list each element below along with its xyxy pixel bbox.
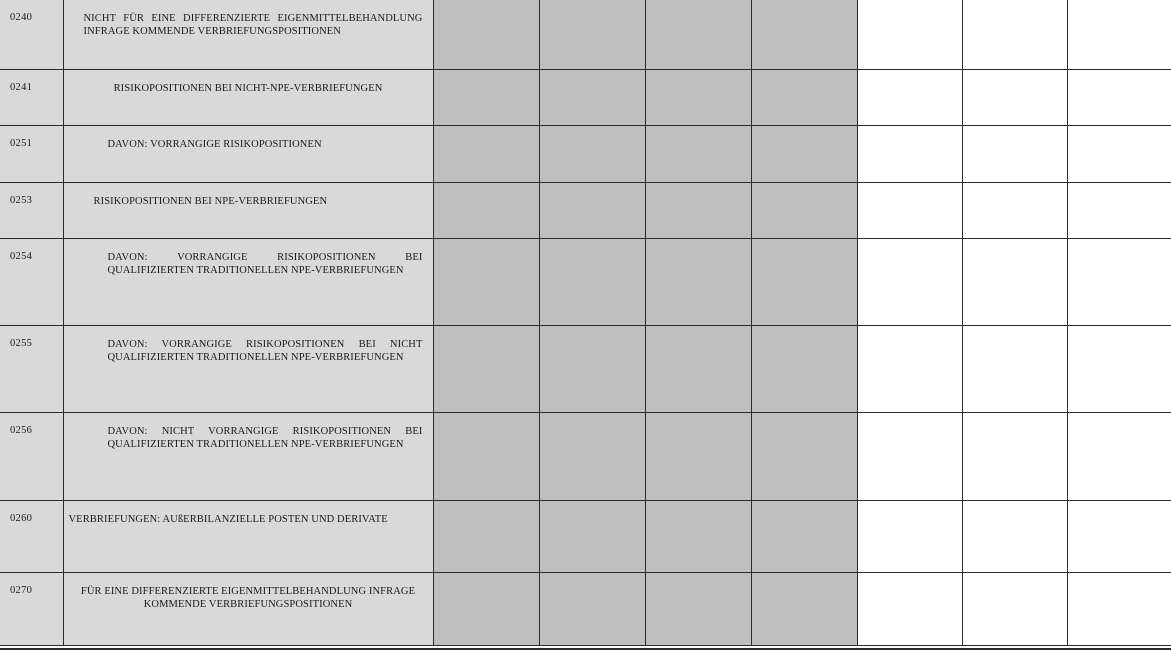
row-code: 0251 [0,125,63,182]
shaded-cell [645,182,751,238]
table-row [0,500,1171,572]
shaded-cell [433,412,539,500]
shaded-cell [751,325,857,412]
shaded-cell [645,412,751,500]
row-code: 0260 [0,500,63,572]
shaded-cell [751,572,857,645]
value-cell[interactable] [857,182,962,238]
value-cell[interactable] [857,238,962,325]
shaded-cell [539,125,645,182]
shaded-cell [751,412,857,500]
table-row [0,182,1171,238]
shaded-cell [539,572,645,645]
table-row [0,69,1171,125]
row-code: 0253 [0,182,63,238]
shaded-cell [751,238,857,325]
value-cell[interactable] [1067,0,1171,69]
value-cell[interactable] [1067,325,1171,412]
shaded-cell [539,0,645,69]
value-cell[interactable] [1067,500,1171,572]
row-code: 0256 [0,412,63,500]
shaded-cell [751,182,857,238]
value-cell[interactable] [1067,69,1171,125]
value-cell[interactable] [962,572,1067,645]
table-row [0,238,1171,325]
row-code: 0240 [0,0,63,69]
shaded-cell [645,325,751,412]
value-cell[interactable] [1067,238,1171,325]
row-label: DAVON: VORRANGIGE RISIKOPOSITIONEN BEI QUALIFIZIERTEN TRADITIONELLEN NPE-VERBRIEFUNGEN [63,238,433,325]
value-cell[interactable] [962,325,1067,412]
value-cell[interactable] [962,125,1067,182]
shaded-cell [751,0,857,69]
shaded-cell [433,325,539,412]
table-row [0,412,1171,500]
row-label: NICHT FÜR EINE DIFFERENZIERTE EIGENMITTELBEHANDLUNG INFRAGE KOMMENDE VERBRIEFUNGSPOSITIONEN [63,0,433,69]
value-cell[interactable] [857,0,962,69]
value-cell[interactable] [1067,572,1171,645]
value-cell[interactable] [857,500,962,572]
shaded-cell [433,238,539,325]
table-row [0,125,1171,182]
shaded-cell [539,69,645,125]
value-cell[interactable] [857,572,962,645]
shaded-cell [645,238,751,325]
value-cell[interactable] [962,0,1067,69]
row-label: DAVON: NICHT VORRANGIGE RISIKOPOSITIONEN BEI QUALIFIZIERTEN TRADITIONELLEN NPE-VERBRIEFUNGEN [63,412,433,500]
shaded-cell [539,500,645,572]
row-label: DAVON: VORRANGIGE RISIKOPOSITIONEN [63,125,433,182]
value-cell[interactable] [857,412,962,500]
row-code: 0241 [0,69,63,125]
shaded-cell [433,0,539,69]
shaded-cell [433,182,539,238]
row-label: VERBRIEFUNGEN: AUßERBILANZIELLE POSTEN UND DERIVATE [63,500,433,572]
shaded-cell [645,125,751,182]
value-cell[interactable] [857,125,962,182]
row-code: 0254 [0,238,63,325]
table-row [0,572,1171,645]
row-label: DAVON: VORRANGIGE RISIKOPOSITIONEN BEI NICHT QUALIFIZIERTEN TRADITIONELLEN NPE-VERBRIEFUNGEN [63,325,433,412]
value-cell[interactable] [962,69,1067,125]
shaded-cell [433,69,539,125]
shaded-cell [751,69,857,125]
value-cell[interactable] [962,238,1067,325]
shaded-cell [751,500,857,572]
shaded-cell [645,500,751,572]
value-cell[interactable] [857,69,962,125]
value-cell[interactable] [857,325,962,412]
value-cell[interactable] [1067,412,1171,500]
value-cell[interactable] [1067,182,1171,238]
row-code: 0255 [0,325,63,412]
shaded-cell [645,572,751,645]
value-cell[interactable] [962,182,1067,238]
shaded-cell [539,325,645,412]
shaded-cell [539,238,645,325]
row-label: FÜR EINE DIFFERENZIERTE EIGENMITTELBEHANDLUNG INFRAGE KOMMENDE VERBRIEFUNGSPOSITIONEN [63,572,433,645]
shaded-cell [645,0,751,69]
shaded-cell [539,412,645,500]
value-cell[interactable] [1067,125,1171,182]
value-cell[interactable] [962,412,1067,500]
shaded-cell [433,572,539,645]
value-cell[interactable] [962,500,1067,572]
shaded-cell [645,69,751,125]
row-label: RISIKOPOSITIONEN BEI NPE-VERBRIEFUNGEN [63,182,433,238]
shaded-cell [433,125,539,182]
row-label: RISIKOPOSITIONEN BEI NICHT-NPE-VERBRIEFUNGEN [63,69,433,125]
shaded-cell [751,125,857,182]
shaded-cell [539,182,645,238]
table-row [0,325,1171,412]
table-row [0,0,1171,69]
shaded-cell [433,500,539,572]
row-code: 0270 [0,572,63,645]
